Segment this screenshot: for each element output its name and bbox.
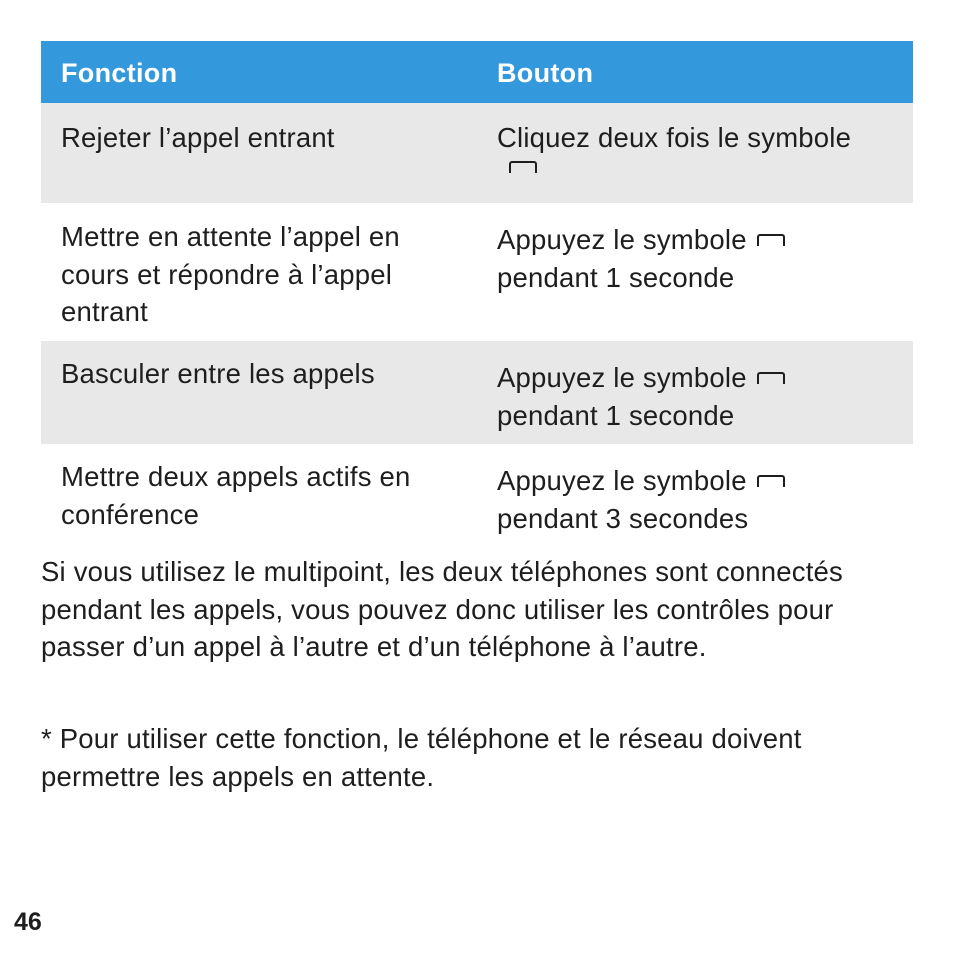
table-row <box>41 203 913 341</box>
row-bouton-text: Appuyez le symbole <box>497 362 747 393</box>
call-button-icon <box>509 161 537 173</box>
call-button-icon <box>757 234 785 246</box>
row-bouton <box>497 462 907 537</box>
header-fonction: Fonction <box>61 58 178 88</box>
table-row <box>41 444 913 544</box>
function-table <box>41 41 913 544</box>
footnote-paragraph: * Pour utiliser cette fonction, le téléphone et le réseau doivent permettre les appels en attente. <box>41 723 802 792</box>
row-bouton-text: Appuyez le symbole <box>497 224 747 255</box>
row-fonction: Mettre en attente l’appel en cours et répondre à l’appel entrant <box>61 221 400 327</box>
call-button-icon <box>757 372 785 384</box>
row-bouton <box>497 359 907 434</box>
table-row <box>41 103 913 203</box>
row-bouton-suffix: pendant 3 secondes <box>497 502 749 534</box>
row-bouton <box>497 119 907 173</box>
row-bouton-suffix: pendant 1 seconde <box>497 399 735 431</box>
row-fonction: Basculer entre les appels <box>61 358 375 389</box>
row-bouton-suffix: pendant 1 seconde <box>497 261 735 293</box>
row-bouton-text: Cliquez deux fois le symbole <box>497 122 852 153</box>
multipoint-paragraph: Si vous utilisez le multipoint, les deux téléphones sont connectés pendant les appels, vous pouvez donc utiliser les contrôles pour passer d’un appel à l’autre et d’un téléphone à l’autre. <box>41 556 843 662</box>
row-fonction: Mettre deux appels actifs en conférence <box>61 461 411 530</box>
call-button-icon <box>757 475 785 487</box>
table-row <box>41 341 913 444</box>
row-bouton <box>497 221 907 296</box>
header-bouton: Bouton <box>497 58 594 88</box>
row-fonction: Rejeter l’appel entrant <box>61 122 335 153</box>
page-number: 46 <box>14 908 42 936</box>
row-bouton-text: Appuyez le symbole <box>497 465 747 496</box>
table-header <box>41 41 913 103</box>
